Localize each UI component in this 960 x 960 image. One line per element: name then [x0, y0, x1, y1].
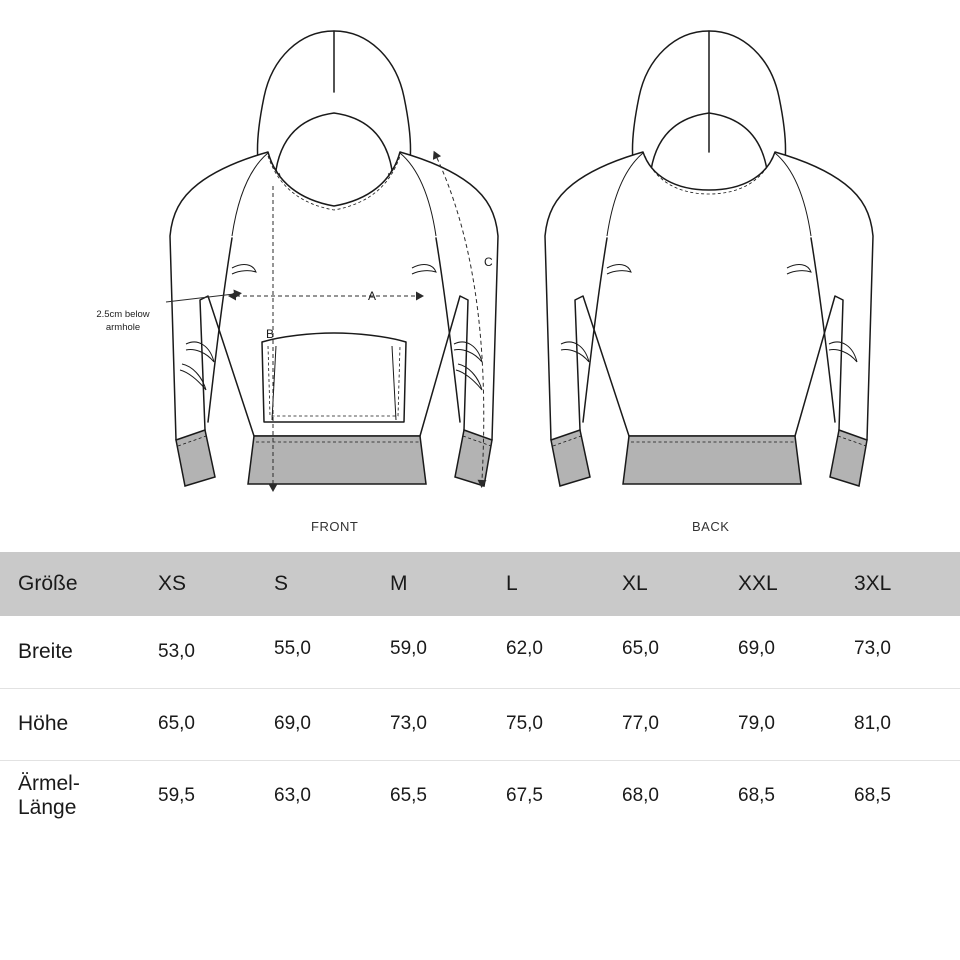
breite-xl: 65,0 [622, 637, 659, 659]
dimension-a-label: A [368, 289, 377, 303]
size-table [0, 552, 960, 832]
front-view [166, 31, 498, 486]
row-label-aermellaenge-line2: Länge [18, 796, 77, 820]
hoehe-3xl: 81,0 [854, 713, 891, 734]
hoehe-m: 73,0 [390, 713, 427, 734]
breite-3xl: 73,0 [854, 637, 891, 659]
table-header-row [0, 552, 960, 616]
armhole-callout [78, 308, 168, 334]
aermellaenge-s: 63,0 [274, 785, 311, 807]
dimension-c-label: C [484, 255, 493, 269]
breite-xxl: 69,0 [738, 637, 775, 659]
header-groesse: Größe [18, 572, 78, 595]
aermellaenge-l: 67,5 [506, 785, 543, 807]
header-size-l: L [506, 572, 518, 595]
hoehe-xl: 77,0 [622, 713, 659, 734]
row-label-breite: Breite [18, 639, 73, 663]
back-view [545, 31, 873, 486]
armhole-callout-line1: 2.5cm below [96, 309, 150, 320]
hoehe-s: 69,0 [274, 713, 311, 734]
back-view-label: BACK [692, 519, 730, 534]
aermellaenge-xl: 68,0 [622, 785, 659, 807]
dimension-b-label: B [266, 327, 275, 341]
armhole-callout-line2: armhole [105, 322, 141, 333]
header-size-s: S [274, 572, 289, 595]
header-size-3xl: 3XL [854, 572, 892, 595]
breite-l: 62,0 [506, 637, 543, 659]
header-size-m: M [390, 572, 408, 595]
aermellaenge-m: 65,5 [390, 785, 427, 807]
table-row-aermellaenge [0, 760, 960, 832]
header-size-xxl: XXL [738, 572, 778, 595]
front-view-label: FRONT [311, 519, 359, 534]
breite-s: 55,0 [274, 637, 311, 659]
row-label-aermellaenge [0, 760, 148, 832]
row-label-aermellaenge-line1: Ärmel- [18, 772, 80, 796]
header-size-xl: XL [622, 572, 648, 595]
aermellaenge-xs: 59,5 [158, 785, 195, 807]
hoehe-xxl: 79,0 [738, 713, 775, 734]
breite-m: 59,0 [390, 637, 427, 659]
header-size-xs: XS [158, 572, 187, 595]
row-label-hoehe: Höhe [18, 712, 69, 735]
aermellaenge-xxl: 68,5 [738, 785, 775, 807]
breite-xs: 53,0 [158, 640, 195, 662]
hoehe-l: 75,0 [506, 713, 543, 734]
table-row-breite [0, 616, 960, 688]
hoehe-xs: 65,0 [158, 713, 195, 734]
aermellaenge-3xl: 68,5 [854, 785, 891, 807]
table-row-hoehe [0, 688, 960, 760]
